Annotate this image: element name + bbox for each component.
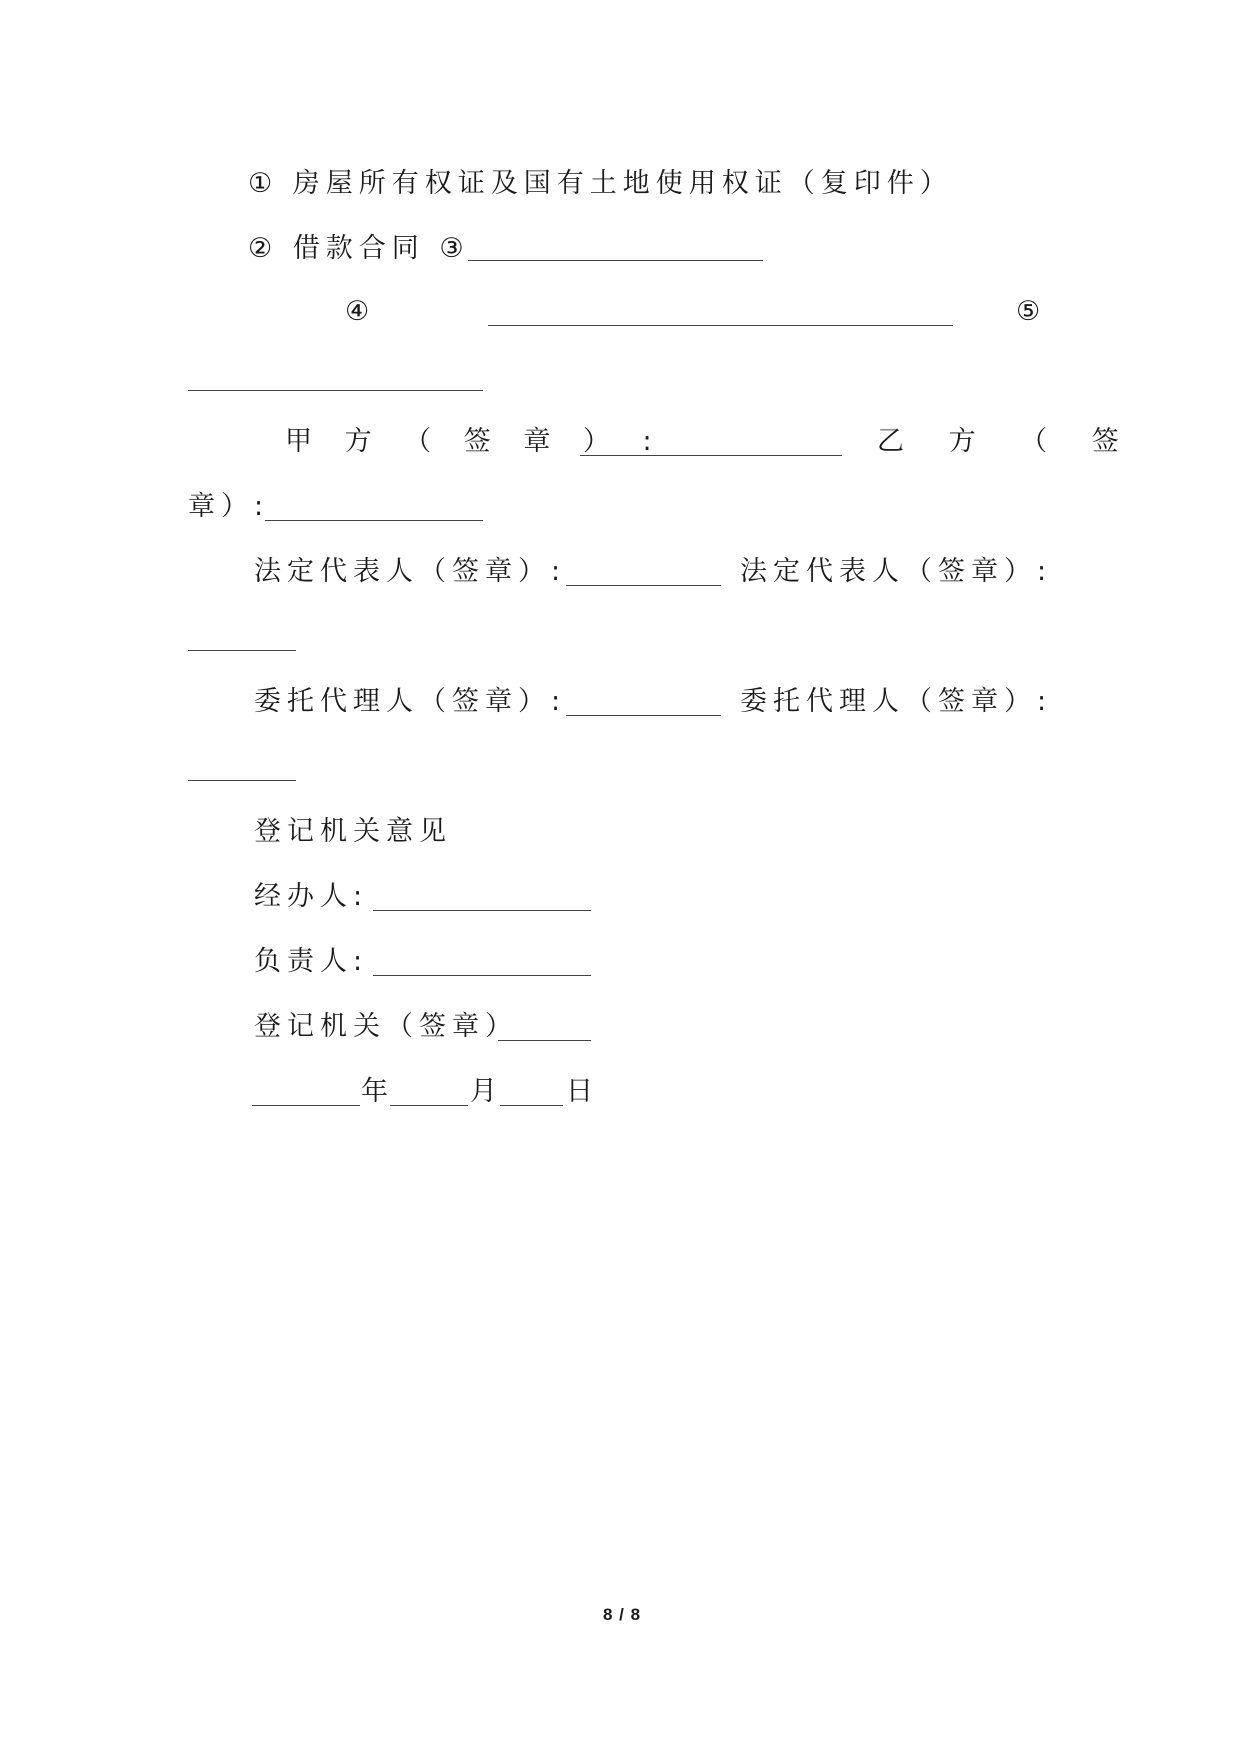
registration-opinion-title: 登记机关意见 — [254, 816, 452, 847]
page-number: 8 / 8 — [603, 1605, 642, 1624]
handler-label: 经办人: — [254, 881, 369, 912]
blank-line — [580, 455, 842, 456]
party-a-signature-label: 甲 方 （ 签 章 ） : — [285, 426, 664, 457]
blank-line — [566, 585, 721, 586]
legal-rep-a-label: 法定代表人（签章）: — [254, 556, 567, 587]
blank-line — [498, 1040, 591, 1041]
blank-line — [373, 910, 591, 911]
day-blank — [500, 1105, 563, 1106]
blank-line — [468, 260, 763, 261]
year-label: 年 — [361, 1076, 394, 1107]
blank-line — [488, 325, 953, 326]
agent-b-label: 委托代理人（签章）: — [740, 686, 1053, 717]
blank-line — [188, 390, 483, 391]
month-label: 月 — [470, 1076, 503, 1107]
year-blank — [252, 1105, 360, 1106]
legal-rep-b-label: 法定代表人（签章）: — [740, 556, 1053, 587]
blank-line — [188, 780, 296, 781]
blank-line — [265, 520, 483, 521]
attachment-item-4-marker: ④ — [345, 296, 376, 327]
day-label: 日 — [566, 1076, 599, 1107]
responsible-person-label: 负责人: — [254, 946, 369, 977]
attachment-item-1: ① 房屋所有权证及国有土地使用权证（复印件） — [248, 168, 953, 199]
party-b-signature-label: 乙 方 （ 签 — [877, 426, 1137, 457]
attachment-item-2: ② 借款合同 ③ — [248, 233, 470, 264]
attachment-item-5-marker: ⑤ — [1016, 296, 1047, 327]
blank-line — [566, 715, 721, 716]
party-b-signature-label-cont: 章）: — [188, 491, 270, 522]
agent-a-label: 委托代理人（签章）: — [254, 686, 567, 717]
blank-line — [373, 975, 591, 976]
blank-line — [188, 650, 296, 651]
month-blank — [390, 1105, 468, 1106]
registration-authority-seal-label: 登记机关（签章） — [254, 1011, 518, 1042]
